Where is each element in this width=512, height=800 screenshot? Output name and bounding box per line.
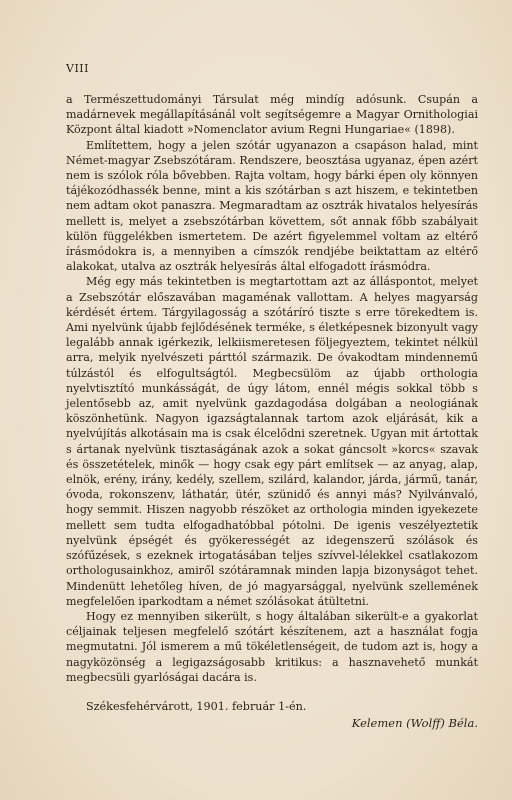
dateline: Székesfehérvárott, 1901. február 1-én. xyxy=(86,700,307,713)
paragraph-1: a Természettudományi Társulat még mindíg adósunk. Csupán a madárnevek megállapításánál volt segítségemre a Magyar Ornithologiai Központ által kiadott »Nomenclator avium Regni Hungariae« (1898). xyxy=(66,93,478,137)
paragraph-4: Hogy ez mennyiben sikerült, s hogy általában sikerült-e a gyakorlat céljainak teljesen megfelelő szótárt készítenem, azt a használat fogja megmutatni. Jól ismerem a mű tökéletlenségeit, de tudom azt is, hogy a nagyközönség a legigazságosabb kritikus: a hasznavehető munkát megbecsüli gyarlóságai dacára is. xyxy=(66,609,478,684)
paragraph-3: Még egy más tekintetben is megtartottam azt az álláspontot, melyet a Zsebszótár előszavában magaménak vallottam. A helyes magyarság kérdését értem. Tárgyilagosság a szótáríró tiszte s erre törekedtem is. Ami nyelvünk újabb fejlődésének terméke, s életképesnek bizonyult vagy legalább annak igérkezik, lelkiismeretesen följegyeztem, tekintet nélkül arra, melyik nyelvészeti párttól származik. De óvakodtam mindennemű túlzástól és elfogultságtól. Megbecsülöm az újabb orthologia nyelvtisztító munkásságát, de úgy látom, ennél mégis sokkal több s jelentősebb az, amit nyelvünk gazdagodása dolgában a neologiának köszönhetünk. Nagyon igazságtalannak tartom azok eljárását, kik a nyelvújítás alkotásain ma is csak élcelődni szeretnek. Ugyan mit ártottak s ártanak nyelvünk tisztaságának azok a sokat gáncsolt »korcs« szavak és összetételek, minők — hogy csak egy párt említsek — az anyag, alap, elnök, erény, irány, kedély, szellem, szilárd, kalandor, járda, jármű, tanár, óvoda, rokonszenv, láthatár, ütér, szünidő és annyi más? Nyilvánvaló, hogy semmit. Hiszen nagyobb részöket az orthologia minden igyekezete mellett sem tudta elfogadhatóbbal pótolni. De igenis veszélyeztetik nyelvünk épségét és gyökerességét az idegenszerű szólások és szófűzések, s ezeknek irtogatásában teljes szívvel-lélekkel csatlakozom orthologusainkhoz, amiről szótáramnak minden lapja bizonyságot tehet. Mindenütt lehetőleg híven, de jó magyarsággal, nyelvünk szellemének megfelelően iparkodtam a német szólásokat átültetni. xyxy=(66,275,478,608)
author-signature: Kelemen (Wolff) Béla. xyxy=(351,716,478,730)
preface-body xyxy=(66,92,478,685)
page-number: VIII xyxy=(66,62,89,75)
paragraph-2: Említettem, hogy a jelen szótár ugyanazon a csapáson halad, mint Német-magyar Zsebszótáram. Rendszere, beosztása ugyanaz, épen azért nem is szólok róla bővebben. Rajta voltam, hogy bárki épen oly könnyen tájékozódhassék benne, mint a kis szótárban s azt hiszem, e tekintetben nem adtam okot panaszra. Megmaradtam az osztrák hivatalos helyesírás mellett is, melyet a zsebszótárban követtem, sőt annak főbb szabályait külön függelékben ismertetem. De azért figyelemmel voltam az eltérő írásmódokra is, a mennyiben a címszók rendjébe beiktattam az eltérő alakokat, utalva az osztrák helyesírás által elfogadott írásmódra. xyxy=(66,138,478,274)
